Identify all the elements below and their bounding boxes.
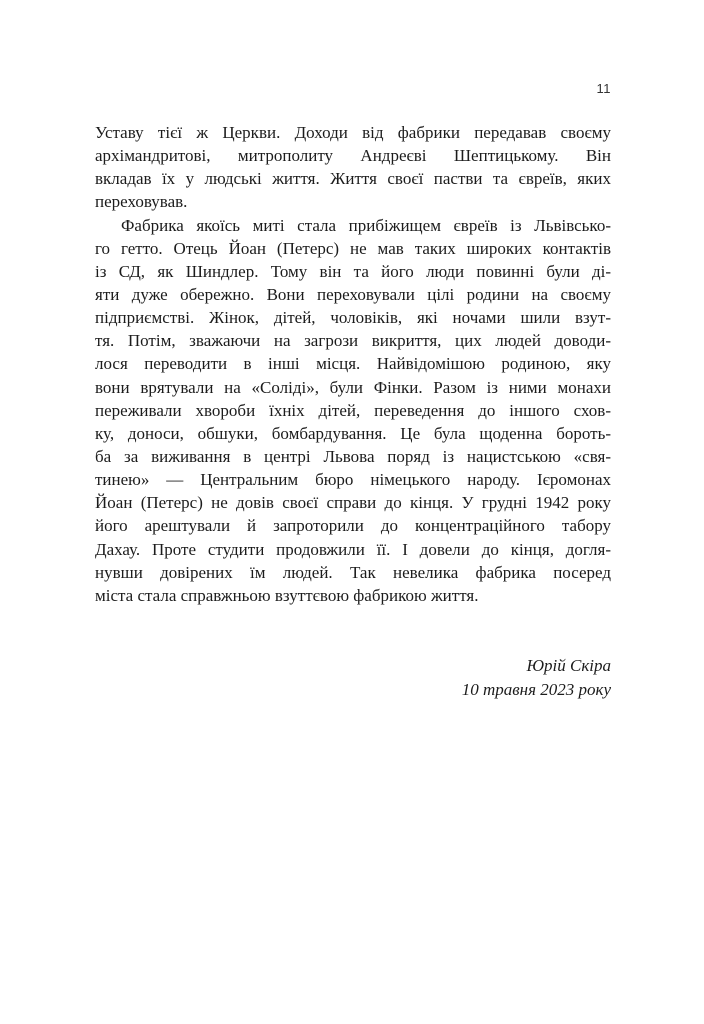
text-line: тя. Потім, зважаючи на загрози викриття, цих людей доводи- (95, 331, 611, 351)
text-line: го гетто. Отець Йоан (Петерс) не мав таких широких контактів (95, 238, 611, 258)
text-line: архімандритові, митрополиту Андреєві Шептицькому. Він (95, 146, 611, 166)
text-line: підприємстві. Жінок, дітей, чоловіків, які ночами шили взут- (95, 308, 611, 328)
text-line: переховував. (95, 192, 188, 212)
text-line: Уставу тієї ж Церкви. Доходи від фабрики передавав своєму (95, 123, 611, 142)
text-line: Фабрика якоїсь миті стала прибіжищем євреїв із Львівсько- (121, 215, 611, 235)
text-line: міста стала справжньою взуттєвою фабрикою життя. (95, 585, 479, 605)
text-line: вкладав їх у людські життя. Життя своєї пастви та євреїв, яких (95, 169, 611, 189)
text-line: вони врятували на «Соліді», були Фінки. Разом із ними монахи (95, 377, 611, 397)
text-line: тинею» — Центральним бюро німецького народу. Ієромонах (95, 470, 611, 490)
text-line: Дахау. Проте студити продовжили її. І довели до кінця, догля- (95, 539, 611, 559)
text-line: лося переводити в інші місця. Найвідомішою родиною, яку (95, 354, 611, 374)
signature-author: Юрій Скіра (526, 656, 611, 675)
text-line: Йоан (Петерс) не довів своєї справи до кінця. У грудні 1942 року (95, 493, 611, 513)
text-line: нувши довірених їм людей. Так невелика фабрика посеред (95, 562, 611, 582)
text-line: ку, доноси, обшуки, бомбардування. Це була щоденна бороть- (95, 423, 611, 443)
page-number: 11 (596, 81, 611, 96)
paragraph (95, 214, 611, 607)
signature-date: 10 травня 2023 року (461, 680, 611, 699)
text-line: переживали хвороби їхніх дітей, переведення до іншого схов- (95, 400, 611, 420)
body-text (95, 121, 611, 607)
text-line: яти дуже обережно. Вони переховували цілі родини на своєму (95, 284, 611, 304)
signature (462, 654, 611, 702)
text-line: його арештували й запроторили до концентраційного табору (95, 516, 611, 536)
text-line: ба за виживання в центрі Львова поряд із нацистською «свя- (95, 446, 611, 466)
text-line: із СД, як Шиндлер. Тому він та його люди повинні були ді- (95, 261, 611, 281)
paragraph (95, 121, 611, 214)
